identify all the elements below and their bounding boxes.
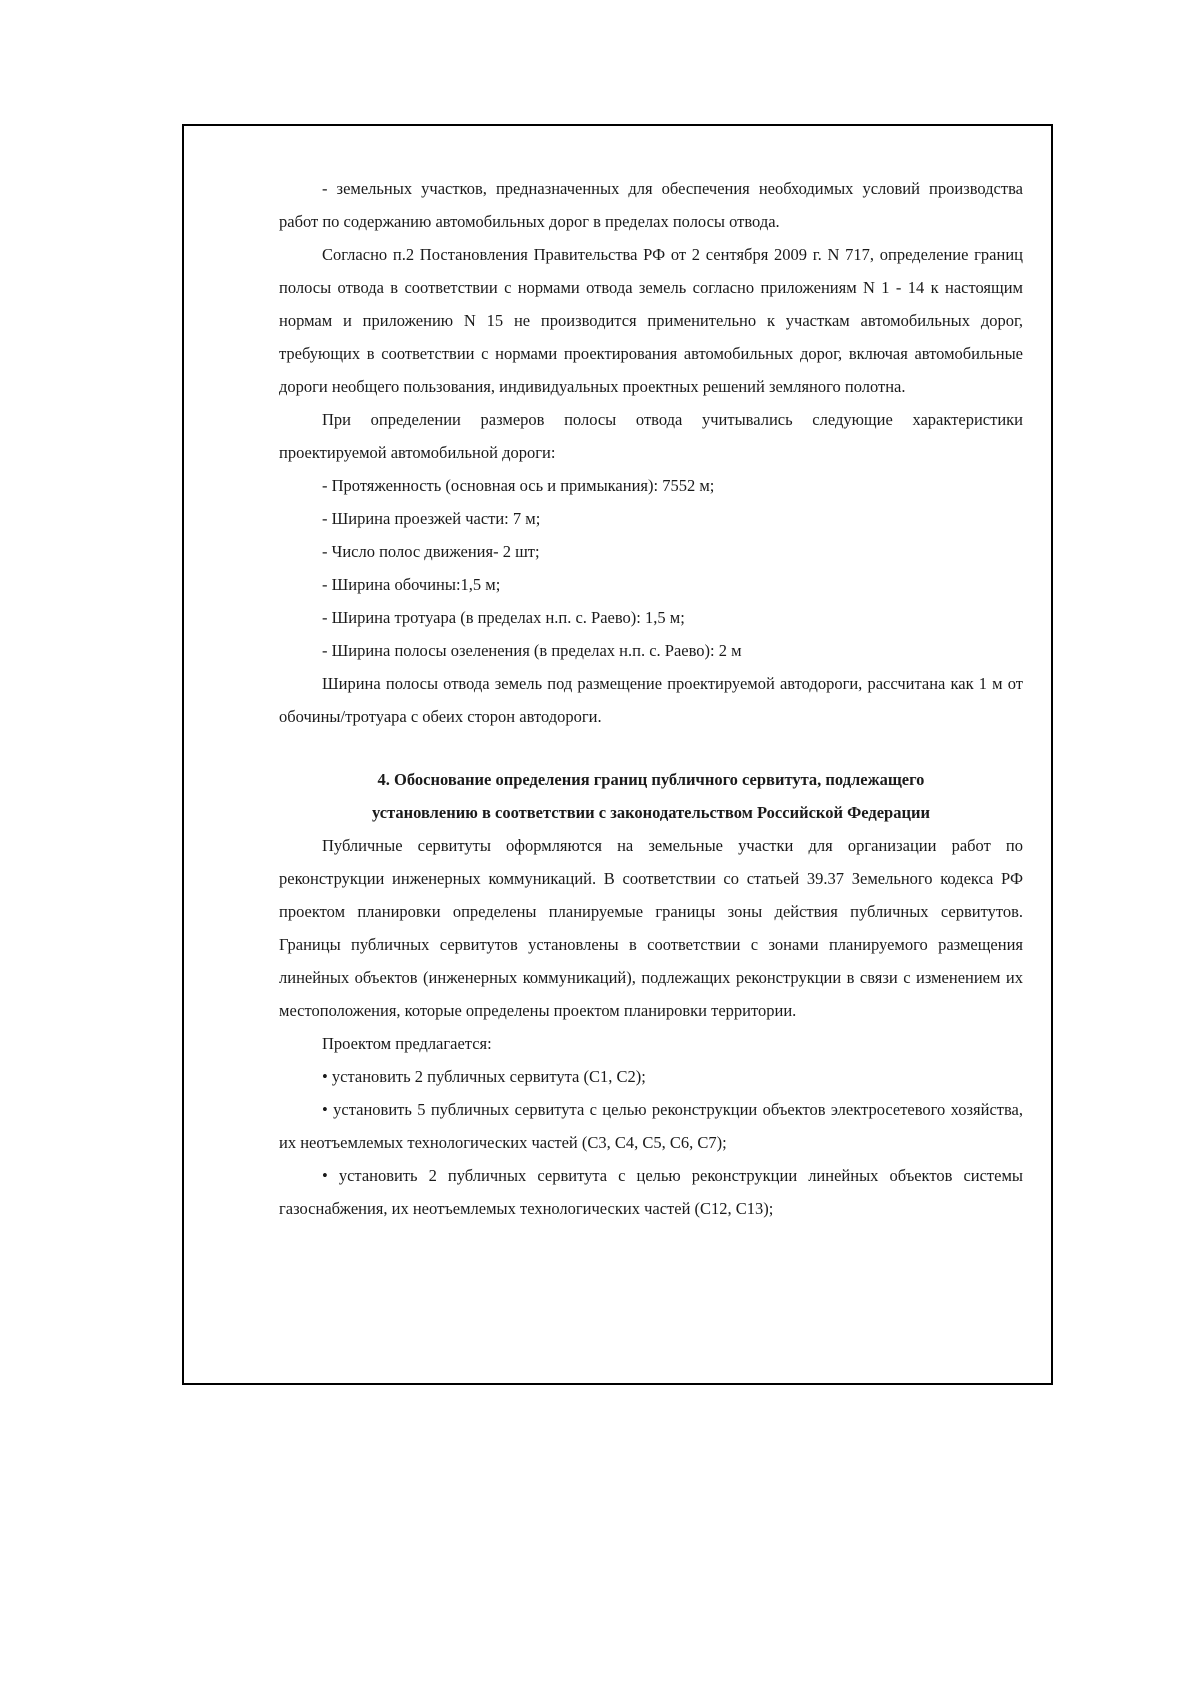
characteristic-lanes: - Число полос движения- 2 шт; [322,542,540,561]
bullet-servitude-gas: • установить 2 публичных сервитута с целью реконструкции линейных объектов системы газоснабжения, их неотъемлемых технологических частей (С12, С13); [279,1166,1023,1218]
section-4-heading-line2: установлению в соответствии с законодательством Российской Федерации [372,803,930,822]
paragraph-proposal-lead: Проектом предлагается: [322,1034,492,1053]
characteristic-greenery-width: - Ширина полосы озеленения (в пределах н.п. с. Раево): 2 м [322,641,742,660]
section-4-heading [279,763,1023,829]
section-4-heading-line1: 4. Обоснование определения границ публичного сервитута, подлежащего [377,770,925,789]
characteristic-shoulder-width: - Ширина обочины:1,5 м; [322,575,501,594]
characteristic-length: - Протяженность (основная ось и примыкания): 7552 м; [322,476,715,495]
document-body [279,172,1023,1225]
paragraph-land-plots: - земельных участков, предназначенных для обеспечения необходимых условий производства работ по содержанию автомобильных дорог в пределах полосы отвода. [279,179,1023,231]
characteristic-sidewalk-width: - Ширина тротуара (в пределах н.п. с. Раево): 1,5 м; [322,608,685,627]
paragraph-right-of-way-width: Ширина полосы отвода земель под размещение проектируемой автодороги, рассчитана как 1 м от обочины/тротуара с обеих сторон автодороги. [279,674,1023,726]
paragraph-characteristics-intro: При определении размеров полосы отвода учитывались следующие характеристики проектируемой автомобильной дороги: [279,410,1023,462]
characteristic-carriageway-width: - Ширина проезжей части: 7 м; [322,509,541,528]
paragraph-regulation: Согласно п.2 Постановления Правительства РФ от 2 сентября 2009 г. N 717, определение границ полосы отвода в соответствии с нормами отвода земель согласно приложениям N 1 - 14 к настоящим нормам и приложению N 15 не производится применительно к участкам автомобильных дорог, требующих в соответствии с нормами проектирования автомобильных дорог, включая автомобильные дороги необщего пользования, индивидуальных проектных решений земляного полотна. [279,245,1023,396]
bullet-servitude-c1-c2: • установить 2 публичных сервитута (С1, С2); [322,1067,646,1086]
paragraph-servitudes-intro: Публичные сервитуты оформляются на земельные участки для организации работ по реконструкции инженерных коммуникаций. В соответствии со статьей 39.37 Земельного кодекса РФ проектом планировки определены планируемые границы зоны действия публичных сервитутов. Границы публичных сервитутов установлены в соответствии с зонами планируемого размещения линейных объектов (инженерных коммуникаций), подлежащих реконструкции в связи с изменением их местоположения, которые определены проектом планировки территории. [279,836,1023,1020]
bullet-servitude-electric: • установить 5 публичных сервитута с целью реконструкции объектов электросетевого хозяйства, их неотъемлемых технологических частей (С3, С4, С5, С6, С7); [279,1100,1023,1152]
